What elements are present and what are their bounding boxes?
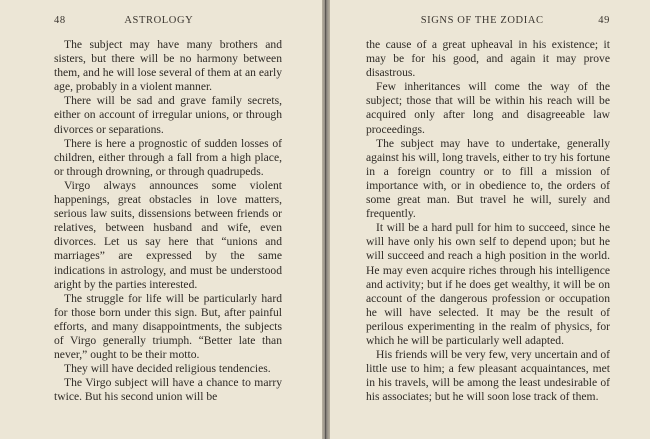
paragraph: Few inheritances will come the way of the subject; those that will be within his reach will be acquired only after long and disagreeable law proceedings. (366, 80, 610, 136)
paragraph: The subject may have many brothers and sisters, but there will be no harmony between them, and he will lose several of them at an early age, probably in a violent manner. (54, 38, 282, 94)
right-running-title: SIGNS OF THE ZODIAC (420, 15, 544, 26)
paragraph: the cause of a great upheaval in his existence; it may be for his good, and again it may prove disastrous. (366, 38, 610, 80)
paragraph: They will have decided religious tendencies. (64, 362, 271, 376)
paragraph: There will be sad and grave family secrets, either on account of irregular unions, or through divorces or separations. (54, 94, 282, 136)
paragraph: The Virgo subject will have a chance to marry twice. But his second union will be (54, 376, 282, 404)
left-page (0, 0, 322, 439)
paragraph: His friends will be very few, very uncertain and of little use to him; a few pleasant acquaintances, met in his travels, will be among the least undesirable of his associates; but he will soon lose track of them. (366, 348, 610, 404)
right-page (330, 0, 650, 439)
left-body-text (54, 38, 282, 404)
paragraph: The subject may have to undertake, generally against his will, long travels, either to try his fortune in a foreign country or to fill a mission of importance with, or in obedience to, the orders of some great man. But travel he will, surely and frequently. (366, 136, 610, 221)
left-page-number: 48 (54, 15, 66, 26)
paragraph: It will be a hard pull for him to succeed, since he will have only his own self to depend upon; but he will succeed and reach a high position in the world. He may even acquire riches through his intelligence and activity; but if he does get wealthy, it will be on account of the dangerous profession or occupation he will have selected. It may be the result of perilous experimenting in the realm of physics, for which he will be particularly well adapted. (366, 221, 610, 347)
left-running-title: ASTROLOGY (124, 15, 194, 26)
paragraph: There is here a prognostic of sudden losses of children, either through a fall from a high place, or through drowning, or through quadrupeds. (54, 136, 282, 178)
right-page-number: 49 (598, 15, 610, 26)
paragraph: The struggle for life will be particularly hard for those born under this sign. But, after painful efforts, and many disappointments, the subjects of Virgo generally triumph. “Better late than never,” ought to be their motto. (54, 291, 282, 362)
book-gutter (322, 0, 330, 439)
paragraph: Virgo always announces some violent happenings, great obstacles in love matters, serious law suits, dissensions between friends or relatives, between husband and wife, even divorces. Let us say here that “unions and marriages” are expressed by the same indications in astrology, and must be understood aright by the parties interested. (54, 178, 282, 291)
right-running-head (366, 15, 610, 33)
gutter-divider (325, 0, 326, 439)
left-running-head (54, 15, 282, 33)
right-body-text (366, 38, 610, 404)
